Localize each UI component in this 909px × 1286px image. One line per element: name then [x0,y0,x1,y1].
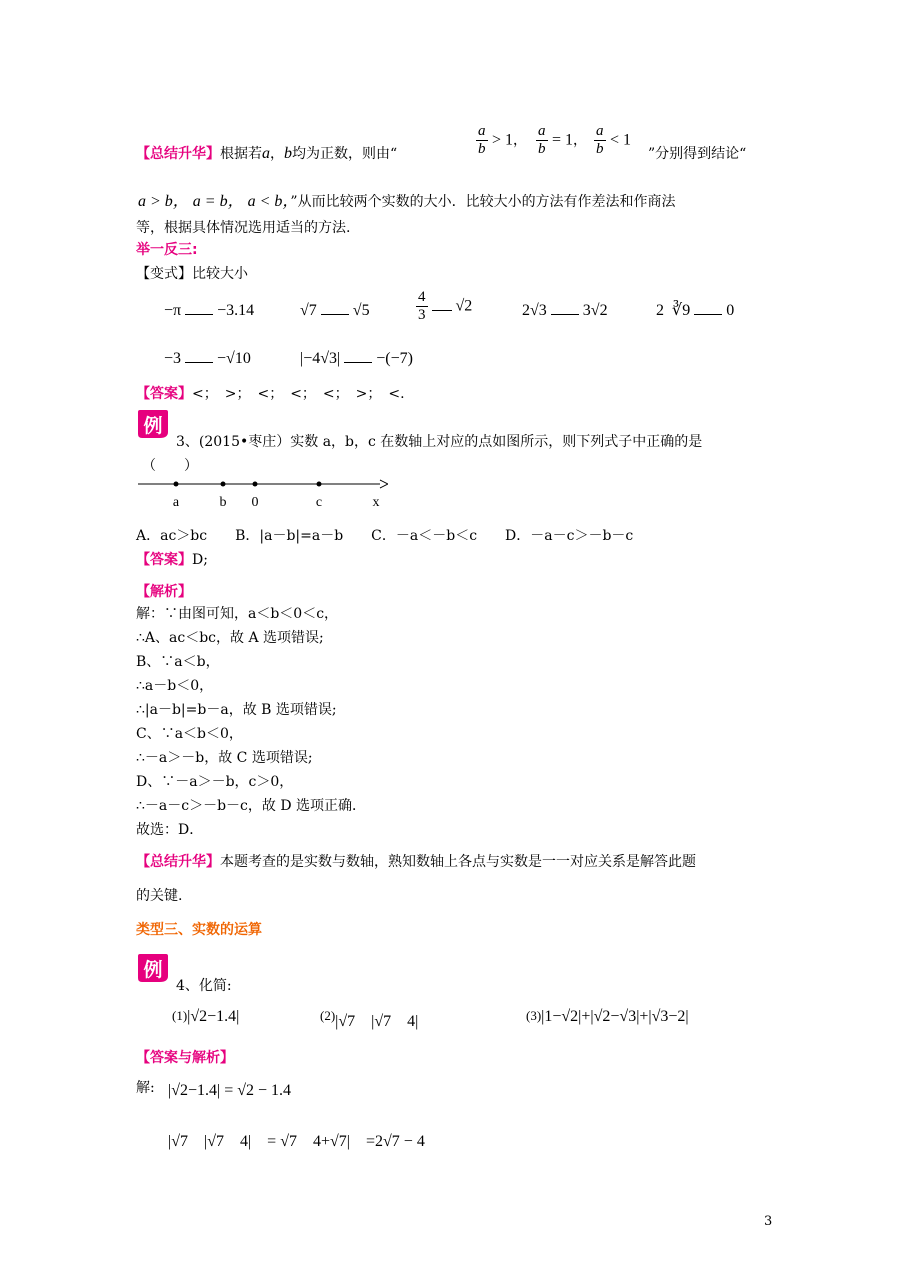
badge-label: 例 [143,959,163,981]
summary-tag: 【总结升华】 [136,146,220,162]
summary-text: 本题考查的是实数与数轴，熟知数轴上各点与实数是一一对应关系是解答此题 [220,854,696,870]
rhs: √2 [455,297,473,315]
summary-line-3: 等，根据具体情况选用适当的方法. [136,220,351,236]
axis-label-c: c [315,495,323,510]
analysis-line: B、∵a＜b， [136,654,220,670]
rhs: 0 [726,302,735,319]
answer-1 [136,384,405,404]
analysis-line: ∴|a－b|=b－a，故 B 选项错误; [136,702,337,718]
fraction-4-over-3 [416,290,428,323]
number-line [136,476,388,512]
frac-num: a [538,123,546,139]
answer-text: <； >； <； <； <； >； <. [192,386,405,402]
ratio-expression-2 [536,124,587,157]
analysis-tag: 【解析】 [136,584,192,600]
frac-num: a [478,123,486,139]
ratio-expression-1 [476,124,527,157]
axis-label-a: a [172,495,180,510]
summary-paragraph-2 [136,852,696,872]
separator: ， [270,146,284,162]
part-expression: |√2−1.4| [187,1008,240,1025]
conclusion-math: a > b， a = b， a < b， [138,193,291,210]
answer-blank[interactable] [551,300,579,315]
compare-item-7 [300,348,413,368]
lhs-root: ∛9 [672,302,691,319]
analysis-line: ∴A、ac＜bc，故 A 选项错误; [136,630,324,646]
analysis-line: ∴－a－c＞－b－c，故 D 选项正确． [136,798,367,814]
badge-label: 例 [143,415,163,437]
compare-item-6 [164,348,251,368]
point-zero [253,482,258,487]
comma: ， [572,132,587,149]
part-label: (3) [526,1008,542,1023]
summary-line-2 [138,192,676,212]
part-label: (1) [172,1008,188,1023]
fraction-a-over-b [536,124,548,157]
lhs: √7 [300,302,317,319]
axis-label-zero: 0 [251,495,259,510]
relation-eq-1: = 1 [551,131,573,149]
summary-tag: 【总结升华】 [136,854,220,870]
solution-label: 解: [136,1080,155,1096]
var-a: a [262,145,270,162]
compare-item-2 [300,300,370,320]
question-4-stem: 4、化简: [176,978,232,994]
practice-heading: 举一反三: [136,242,198,258]
answer-blank[interactable] [432,296,452,311]
answer-blank[interactable] [185,348,213,363]
rhs: −√10 [217,350,251,367]
rhs: −(−7) [376,350,413,367]
lhs: |−4√3| [300,350,341,367]
question-4-part-1 [172,1008,239,1026]
answer-text: D; [192,552,208,568]
summary-line-2: 的关键. [136,888,183,904]
answer-analysis-tag: 【答案与解析】 [136,1050,234,1066]
analysis-line: D、∵－a＞－b，c＞0， [136,774,294,790]
rhs: √5 [352,302,370,319]
compare-item-5 [656,300,734,320]
point-b [221,482,226,487]
var-b: b [284,145,292,162]
summary-text: 根据若 [220,146,262,162]
frac-den: 3 [418,307,426,323]
conclusion-text: ”从而比较两个实数的大小．比较大小的方法有作差法和作商法 [290,194,676,210]
analysis-line: ∴－a＞－b，故 C 选项错误; [136,750,313,766]
answer-blank[interactable] [185,300,213,315]
question-4-part-3 [526,1008,689,1026]
frac-den: b [478,141,486,157]
part-expression: |1−√2|+|√2−√3|+|√3−2| [541,1008,689,1025]
solution-line-1: |√2−1.4| = √2 − 1.4 [168,1082,292,1099]
answer-tag: 【答案】 [136,386,192,402]
relation-lt-1: < 1 [609,131,631,149]
compare-item-4 [522,300,608,320]
example-badge-icon [136,952,170,986]
frac-den: b [596,141,604,157]
summary-text-end: ”分别得到结论“ [648,146,747,162]
frac-num: 4 [418,289,426,305]
example-badge-icon [136,408,170,442]
fraction-a-over-b [476,124,488,157]
fraction-a-over-b [594,124,606,157]
ratio-expression-3 [594,124,631,157]
point-a [174,482,179,487]
axis-label-x: x [372,495,380,510]
part-label: (2) [320,1008,336,1023]
variant-label: 【变式】比较大小 [136,266,248,282]
summary-paragraph-1 [136,144,397,164]
point-c [317,482,322,487]
lhs: −π [164,302,182,319]
page-number: 3 [764,1214,773,1229]
analysis-line: 故选：D． [136,822,204,838]
axis-label-b: b [219,495,227,510]
question-3-paren: （ ） [142,458,198,474]
answer-tag: 【答案】 [136,552,192,568]
lhs-coef: 2 [656,302,664,319]
relation-gt-1: > 1 [491,131,513,149]
analysis-line: ∴a－b＜0， [136,678,214,694]
frac-den: b [538,141,546,157]
answer-blank[interactable] [694,300,722,315]
analysis-line: 解：∵由图可知，a＜b＜0＜c， [136,606,339,622]
rhs: −3.14 [217,302,255,319]
summary-text: 均为正数，则由“ [292,146,398,162]
comma: ， [512,132,527,149]
question-4-part-2 [320,1008,418,1031]
section-heading: 类型三、实数的运算 [136,922,262,938]
frac-num: a [596,123,604,139]
lhs: −3 [164,350,182,367]
part-expression: |√7 |√7 4| [335,1013,419,1030]
rhs: 3√2 [582,302,608,319]
solution-line-2: |√7 |√7 4| = √7 4+√7| =2√7 − 4 [168,1133,425,1150]
answer-blank[interactable] [344,348,372,363]
question-3-stem: 3、(2015•枣庄）实数 a，b，c 在数轴上对应的点如图所示，则下列式子中正确的是 [176,434,703,450]
compare-item-3 [416,290,472,323]
compare-item-1 [164,300,254,320]
question-3-options: A．ac＞bc B．|a－b|=a－b C．－a＜－b＜c D．－a－c＞－b－c [136,528,634,544]
analysis-line: C、∵a＜b＜0， [136,726,243,742]
answer-2 [136,550,208,570]
lhs: 2√3 [522,302,547,319]
answer-blank[interactable] [321,300,349,315]
